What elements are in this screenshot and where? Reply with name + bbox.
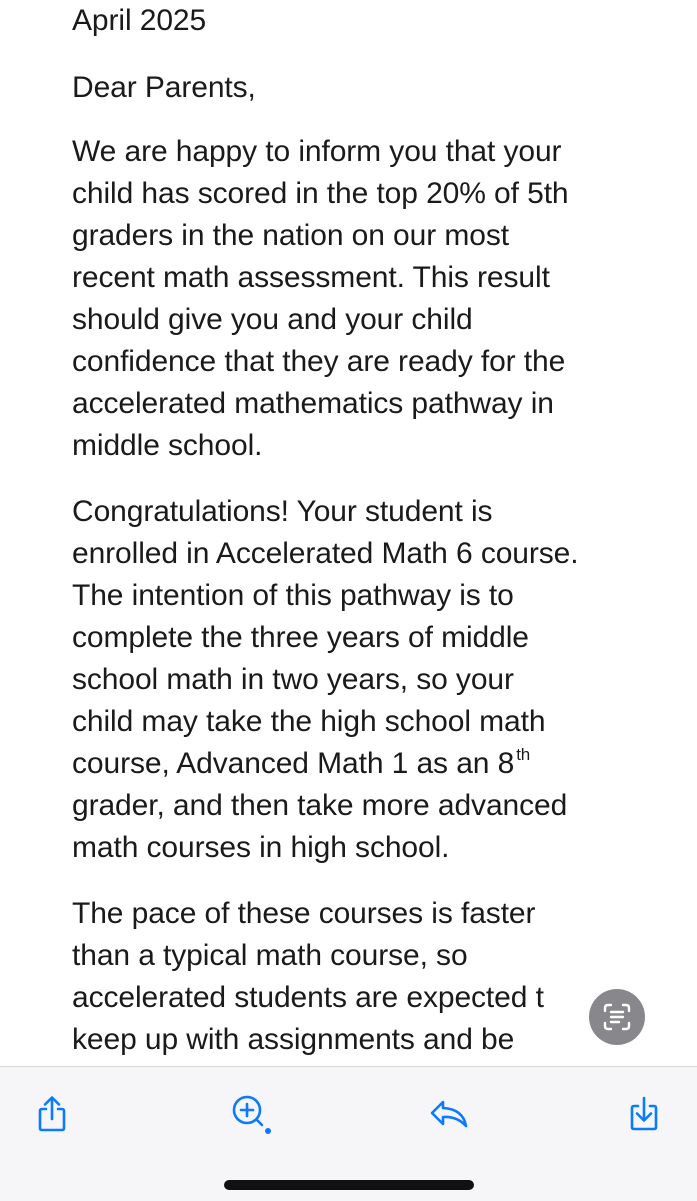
paragraph-3-line: The pace of these courses is faster	[72, 897, 536, 930]
paragraph-2-line: complete the three years of middle	[72, 621, 529, 654]
paragraph-2-line: child may take the high school math	[72, 705, 546, 738]
home-indicator[interactable]	[224, 1180, 474, 1190]
paragraph-1-line: confidence that they are ready for the	[72, 345, 566, 378]
paragraph-1-line: middle school.	[72, 429, 263, 462]
paragraph-1-line: graders in the nation on our most	[72, 219, 509, 252]
paragraph-1-line: should give you and your child	[72, 303, 473, 336]
paragraph-3-line: keep up with assignments and be	[72, 1023, 515, 1056]
share-icon	[34, 1094, 70, 1134]
paragraph-2-line-text: course, Advanced Math 1 as an 8	[72, 747, 515, 780]
reply-icon	[427, 1096, 471, 1132]
ordinal-superscript: th	[516, 745, 531, 764]
live-text-button[interactable]	[589, 989, 645, 1045]
paragraph-2-line: Congratulations! Your student is	[72, 495, 493, 528]
paragraph-2-line: enrolled in Accelerated Math 6 course.	[72, 537, 579, 570]
paragraph-2-line: math courses in high school.	[72, 831, 450, 864]
reply-button[interactable]	[424, 1089, 474, 1139]
letter-date: April 2025	[72, 4, 207, 37]
markup-button[interactable]	[225, 1089, 275, 1139]
paragraph-3-line: accelerated students are expected t	[72, 981, 544, 1014]
paragraph-1-line: accelerated mathematics pathway in	[72, 387, 554, 420]
live-text-icon	[601, 1001, 633, 1033]
paragraph-2-line: school math in two years, so your	[72, 663, 514, 696]
paragraph-1-line: We are happy to inform you that your	[72, 135, 562, 168]
paragraph-3-line: than a typical math course, so	[72, 939, 468, 972]
markup-icon	[226, 1090, 274, 1138]
paragraph-2-line: grader, and then take more advanced	[72, 789, 568, 822]
paragraph-1-line: child has scored in the top 20% of 5th	[72, 177, 569, 210]
save-icon	[626, 1094, 662, 1134]
paragraph-2-line	[72, 747, 530, 785]
letter-greeting: Dear Parents,	[72, 71, 256, 104]
paragraph-1-line: recent math assessment. This result	[72, 261, 550, 294]
paragraph-2-line: The intention of this pathway is to	[72, 579, 514, 612]
bottom-toolbar	[0, 1066, 697, 1201]
save-button[interactable]	[619, 1089, 669, 1139]
share-button[interactable]	[27, 1089, 77, 1139]
